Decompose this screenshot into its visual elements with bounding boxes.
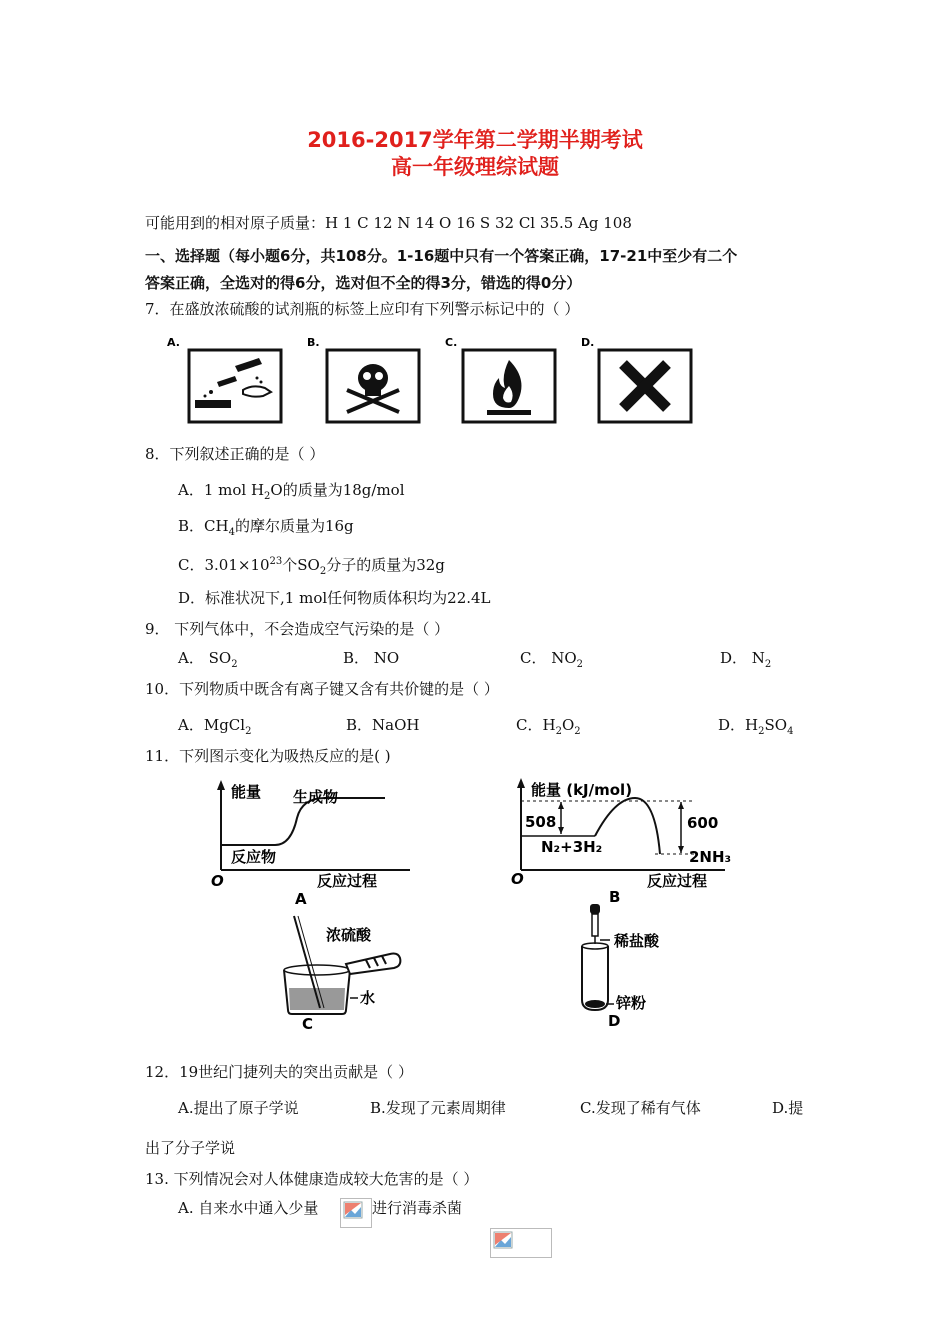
exam-title: 2016-2017学年第二学期半期考试 <box>307 128 643 152</box>
q8-c-text2: 个SO <box>282 556 320 574</box>
q8-b-text: B．CH <box>178 517 229 535</box>
diag-b-x-label: 反应过程 <box>647 872 708 890</box>
diag-b-tag: B <box>609 888 621 906</box>
diag-a-tag: A <box>295 890 307 908</box>
diag-d-tag: D <box>608 1012 621 1030</box>
q11-diagram-c <box>270 908 420 1036</box>
q8-c-text3: 分子的质量为32g <box>326 556 445 574</box>
q11-diagram-b <box>505 776 765 910</box>
q8-b-sub: 4 <box>228 527 235 538</box>
q11-diagram-a <box>205 778 435 912</box>
q10-a-sub: 2 <box>245 726 252 737</box>
q9-stem: 9． 下列气体中，不会造成空气污染的是（ ） <box>145 620 450 638</box>
energy-diagram-b <box>505 776 765 906</box>
q8-option-c <box>178 552 445 582</box>
diag-a-top-label: 生成物 <box>293 788 339 806</box>
q8-c-sub: 2 <box>319 566 327 577</box>
test-tube-diagram-d <box>570 900 700 1030</box>
broken-image-icon-2 <box>490 1228 552 1258</box>
energy-diagram-a <box>205 778 435 908</box>
q13-option-a-pre: A. 自来水中通入少量 <box>178 1199 319 1217</box>
diag-a-y-label: 能量 <box>231 783 262 801</box>
q13-option-a-post: 进行消毒杀菌 <box>372 1199 463 1217</box>
q8-option-d: D．标准状况下,1 mol任何物质体积均为22.4L <box>178 589 491 607</box>
q8-a-text2: O的质量为18g/mol <box>270 481 405 499</box>
q8-a-text: A．1 mol H <box>178 481 265 499</box>
q10-a-text: A．MgCl <box>178 716 246 734</box>
q12-option-d-part1: D.提 <box>772 1099 804 1117</box>
diag-a-origin: O <box>211 872 224 890</box>
q7-label-d: D. <box>581 336 595 349</box>
q10-d-text: D．H <box>718 716 759 734</box>
q9-option-c <box>520 648 583 675</box>
q8-c-text: C．3.01×10 <box>178 556 270 574</box>
q11-stem: 11．下列图示变化为吸热反应的是( ) <box>145 747 391 765</box>
flame-icon <box>463 350 555 422</box>
q9-a-text: A． SO <box>178 649 232 667</box>
diag-d-label-acid: 稀盐酸 <box>614 932 660 950</box>
diag-a-bottom-label: 反应物 <box>231 848 277 866</box>
q10-d-text2: SO <box>764 716 788 734</box>
q8-option-a <box>178 480 405 507</box>
q10-c-sub1: 2 <box>555 726 562 737</box>
diag-b-origin: O <box>511 870 524 888</box>
broken-image-glyph-2 <box>493 1231 515 1251</box>
q9-d-sub: 2 <box>764 659 772 670</box>
exam-subtitle: 高一年级理综试题 <box>391 155 559 179</box>
diag-b-y-label: 能量 (kJ/mol) <box>531 781 633 799</box>
q7-label-a: A. <box>167 336 180 349</box>
q10-option-d <box>718 715 793 742</box>
q11-diagram-d <box>570 900 700 1034</box>
q12-option-a: A.提出了原子学说 <box>178 1099 299 1117</box>
section-instructions-1: 一、选择题（每小题6分，共108分。1-16题中只有一个答案正确，17-21中至少有二个 <box>145 247 738 265</box>
corrosive-icon <box>189 350 281 422</box>
q8-option-b <box>178 516 354 543</box>
broken-image-glyph <box>343 1201 365 1221</box>
q10-c-text2: O <box>561 716 575 734</box>
q9-option-b: B． NO <box>343 649 400 667</box>
diag-c-tag: C <box>302 1015 314 1032</box>
q12-option-c: C.发现了稀有气体 <box>580 1099 701 1117</box>
q10-c-text: C．H <box>516 716 556 734</box>
skull-crossbones-icon <box>327 350 419 422</box>
q8-stem: 8．下列叙述正确的是（ ） <box>145 445 325 463</box>
q9-c-text: C． NO <box>520 649 577 667</box>
diag-c-label-water: 水 <box>360 989 376 1007</box>
q12-option-d-part2: 出了分子学说 <box>145 1139 236 1157</box>
diag-b-right-label: 2NH₃ <box>689 848 732 866</box>
q10-d-sub2: 4 <box>787 726 794 737</box>
diag-b-left-label: N₂+3H₂ <box>541 838 603 856</box>
q12-stem: 12．19世纪门捷列夫的突出贡献是（ ） <box>145 1063 413 1081</box>
beaker-diagram-c <box>270 908 420 1032</box>
q10-option-c <box>516 715 581 742</box>
broken-image-icon <box>340 1198 372 1228</box>
atomic-masses: 可能用到的相对原子质量：H 1 C 12 N 14 O 16 S 32 Cl 35.5 Ag 108 <box>145 214 632 232</box>
q9-a-sub: 2 <box>231 659 238 670</box>
q10-d-sub: 2 <box>758 726 765 737</box>
diag-b-value-508: 508 <box>525 813 557 831</box>
section-instructions-2: 答案正确，全选对的得6分，选对但不全的得3分，错选的得0分） <box>145 274 582 292</box>
q8-b-text2: 的摩尔质量为16g <box>234 517 354 535</box>
warning-signs-svg <box>165 334 705 426</box>
q10-stem: 10．下列物质中既含有离子键又含有共价键的是（ ） <box>145 680 499 698</box>
q12-option-b: B.发现了元素周期律 <box>370 1099 506 1117</box>
q8-a-sub: 2 <box>264 491 271 502</box>
q7-label-b: B. <box>307 336 320 349</box>
q7-warning-signs <box>165 334 705 430</box>
q7-label-c: C. <box>445 336 458 349</box>
diag-c-label-acid: 浓硫酸 <box>326 926 372 944</box>
q9-d-text: D． N <box>720 649 765 667</box>
q10-option-b: B．NaOH <box>346 716 420 734</box>
diag-b-value-600: 600 <box>687 814 719 832</box>
q9-option-d <box>720 648 771 675</box>
harmful-x-icon <box>599 350 691 422</box>
q13-stem: 13. 下列情况会对人体健康造成较大危害的是（ ） <box>145 1170 479 1188</box>
q8-c-sup: 23 <box>269 556 283 567</box>
q9-option-a <box>178 648 238 675</box>
q9-c-sub: 2 <box>576 659 584 670</box>
q7-stem: 7．在盛放浓硫酸的试剂瓶的标签上应印有下列警示标记中的（ ） <box>145 300 580 318</box>
diag-d-label-zinc: 锌粉 <box>616 994 647 1012</box>
q10-option-a <box>178 715 251 742</box>
q10-c-sub2: 2 <box>574 726 581 737</box>
diag-a-x-label: 反应过程 <box>317 872 378 890</box>
